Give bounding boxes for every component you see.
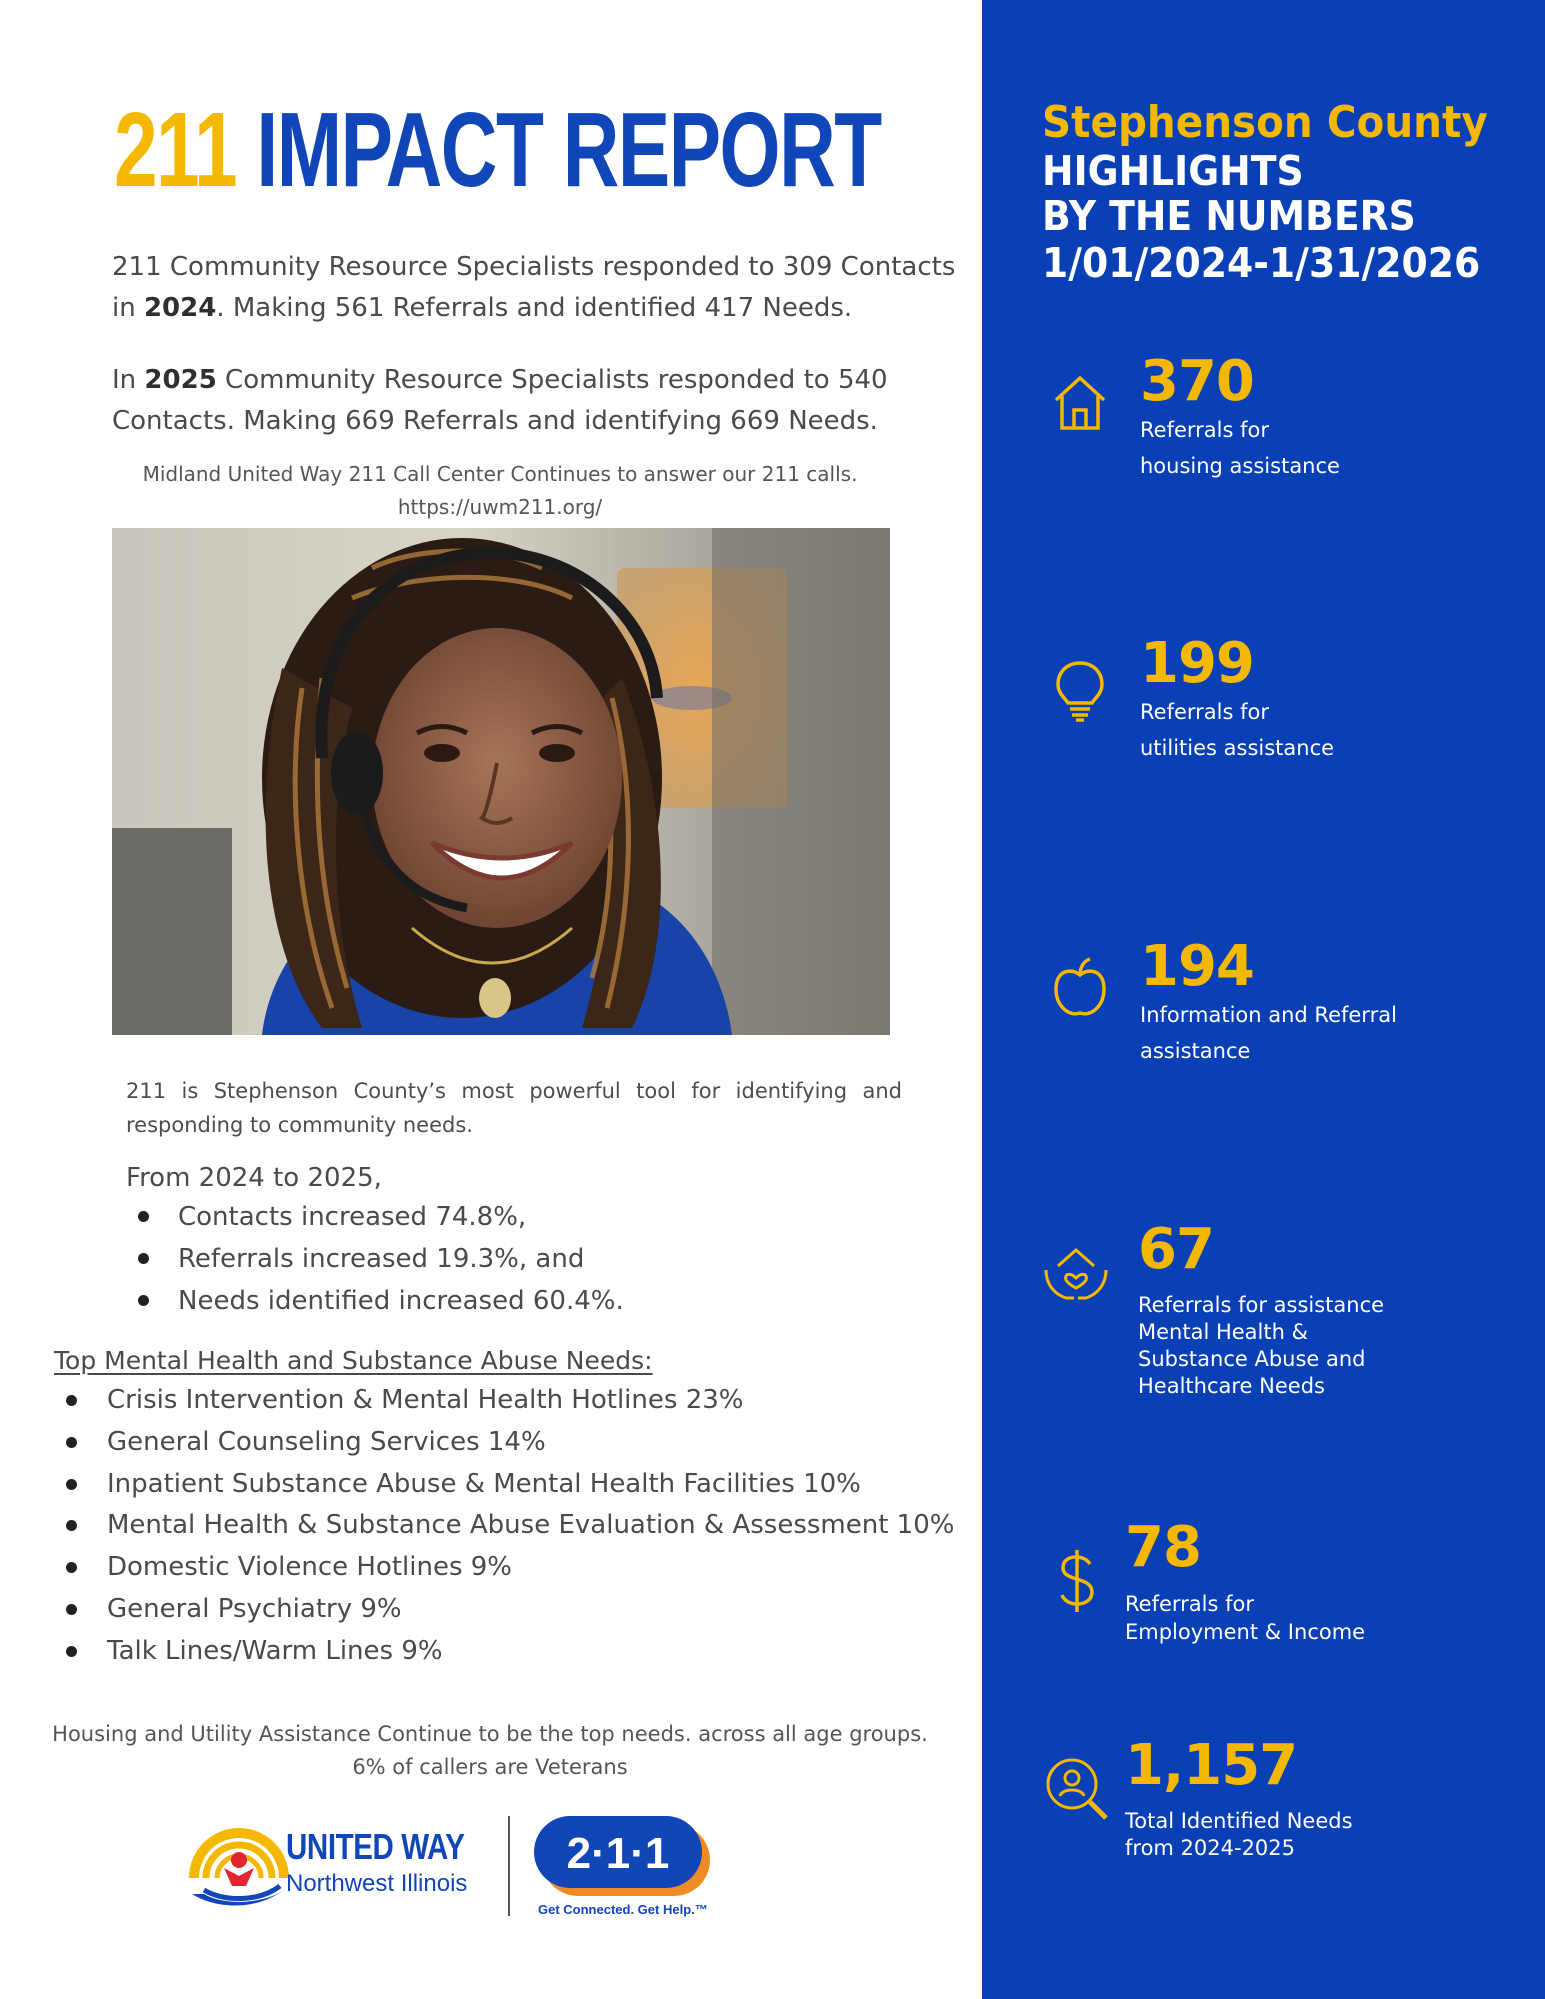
- highlights-subheading: BY THE NUMBERS: [1042, 192, 1416, 240]
- heart-hands-icon: [1040, 1236, 1112, 1308]
- footer-note: [30, 1718, 950, 1784]
- list-item: Contacts increased 74.8%,: [136, 1196, 624, 1238]
- intro-2024-paragraph: [112, 247, 962, 329]
- stat-value: 194: [1140, 934, 1254, 999]
- intro-2025-paragraph: [112, 360, 962, 442]
- list-item: Needs identified increased 60.4%.: [136, 1280, 624, 1322]
- logo-211-text: 2·1·1: [566, 1829, 670, 1878]
- list-item: General Psychiatry 9%: [64, 1589, 954, 1631]
- title-number: 211: [114, 91, 237, 209]
- call-center-text: Midland United Way 211 Call Center Continues to answer our 211 calls.: [142, 462, 858, 486]
- title-text: IMPACT REPORT: [256, 91, 881, 209]
- mental-health-list: [64, 1380, 954, 1673]
- logo-divider: [508, 1816, 510, 1916]
- united-way-name: UNITED WAY: [286, 1826, 465, 1867]
- stat-label: Substance Abuse and: [1138, 1347, 1366, 1371]
- stat-value: 67: [1138, 1217, 1214, 1282]
- stat-label: Healthcare Needs: [1138, 1374, 1325, 1398]
- stat-label: from 2024-2025: [1125, 1836, 1296, 1860]
- stat-label: Mental Health &: [1138, 1320, 1308, 1344]
- stat-label: Referrals for: [1125, 1592, 1254, 1616]
- stat-label: housing assistance: [1140, 454, 1340, 478]
- united-way-region: Northwest Illinois: [286, 1870, 468, 1897]
- footer-line: 6% of callers are Veterans: [352, 1755, 628, 1779]
- stat-label: Referrals for: [1140, 700, 1269, 724]
- apple-icon: [1050, 955, 1110, 1021]
- house-icon: [1050, 370, 1110, 436]
- intro-2025-text-b: Community Resource Specialists responded to 540 Contacts. Making 669 Referrals and identifying 669 Needs.: [112, 365, 888, 436]
- lightbulb-icon: [1050, 657, 1110, 723]
- mental-health-heading: Top Mental Health and Substance Abuse Needs:: [54, 1346, 653, 1375]
- page-title: [114, 90, 881, 210]
- dollar-icon: [1054, 1548, 1100, 1614]
- list-item: Referrals increased 19.3%, and: [136, 1238, 624, 1280]
- call-center-note: [100, 458, 900, 524]
- list-item: Crisis Intervention & Mental Health Hotlines 23%: [64, 1380, 954, 1422]
- intro-2025-year: 2025: [144, 365, 217, 395]
- stat-label: Referrals for assistance: [1138, 1293, 1385, 1317]
- change-heading: From 2024 to 2025,: [126, 1163, 382, 1193]
- stat-label: Information and Referral: [1140, 1003, 1397, 1027]
- stat-label: Employment & Income: [1125, 1620, 1366, 1644]
- intro-2024-year: 2024: [143, 293, 217, 323]
- stat-label: utilities assistance: [1140, 736, 1335, 760]
- list-item: Inpatient Substance Abuse & Mental Health Facilities 10%: [64, 1464, 954, 1506]
- list-item: Talk Lines/Warm Lines 9%: [64, 1631, 954, 1673]
- stat-value: 370: [1140, 349, 1254, 414]
- list-item: Domestic Violence Hotlines 9%: [64, 1547, 954, 1589]
- person-search-icon: [1040, 1752, 1112, 1824]
- specialist-photo: [112, 528, 890, 1035]
- stat-value: 1,157: [1125, 1733, 1298, 1798]
- county-name: Stephenson County: [1042, 97, 1488, 148]
- stat-label: Total Identified Needs: [1125, 1809, 1353, 1833]
- footer-line: Housing and Utility Assistance Continue to be the top needs. across all age groups.: [52, 1722, 928, 1746]
- intro-2025-text-a: In: [112, 365, 145, 395]
- call-center-link[interactable]: https://uwm211.org/: [397, 495, 603, 519]
- highlights-panel: [982, 0, 1545, 1999]
- stat-label: Referrals for: [1140, 418, 1269, 442]
- change-list: [136, 1196, 624, 1322]
- highlights-heading: HIGHLIGHTS: [1042, 147, 1304, 195]
- logo-211-tagline: Get Connected. Get Help.™: [538, 1902, 708, 1917]
- stat-value: 78: [1125, 1515, 1201, 1580]
- stat-label: assistance: [1140, 1039, 1251, 1063]
- intro-2024-text-a: 211 Community Resource Specialists responded to 309 Contacts in: [112, 252, 956, 323]
- list-item: Mental Health & Substance Abuse Evaluation & Assessment 10%: [64, 1505, 954, 1547]
- intro-2024-text-b: . Making 561 Referrals and identified 417 Needs.: [216, 293, 853, 323]
- tool-statement: 211 is Stephenson County’s most powerful tool for identifying and responding to community needs.: [126, 1079, 902, 1137]
- stat-value: 199: [1140, 631, 1254, 696]
- list-item: General Counseling Services 14%: [64, 1422, 954, 1464]
- date-range: 1/01/2024-1/31/2026: [1042, 239, 1481, 287]
